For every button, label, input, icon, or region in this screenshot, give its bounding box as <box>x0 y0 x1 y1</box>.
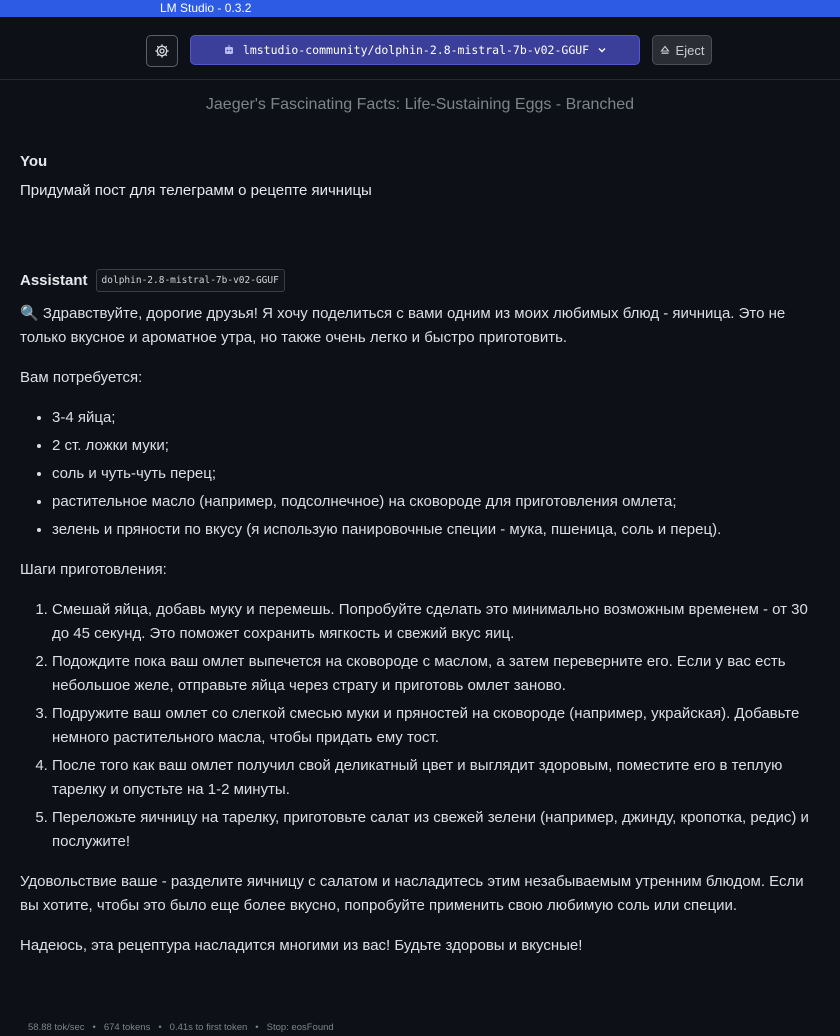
settings-button[interactable] <box>146 35 178 67</box>
steps-heading: Шаги приготовления: <box>20 561 167 578</box>
intro-paragraph: 🔍 Здравствуйте, дорогие друзья! Я хочу поделиться с вами одним из моих любимых блюд - яичница. Это не только вкусное и ароматное утра, но также очень легко и быстро приготовить. <box>20 305 786 346</box>
chevron-down-icon <box>597 45 607 55</box>
list-item: • 3-4 яйца; <box>52 406 820 430</box>
eject-icon <box>660 45 670 55</box>
window-title: LM Studio - 0.3.2 <box>160 1 252 15</box>
list-item: 1. Смешай яйца, добавь муку и перемешь. Попробуйте сделать это минимально возможным временем - от 30 до 45 секунд. Это поможет сохранить мягкость и свежий вкус яиц. <box>52 598 820 646</box>
chat-title: Jaeger's Fascinating Facts: Life-Sustaining Eggs - Branched <box>205 96 635 113</box>
steps-list <box>20 598 820 854</box>
model-selector[interactable] <box>190 35 640 65</box>
list-item: 5. Переложьте яичницу на тарелку, приготовьте салат из свежей зелени (например, джинду, кропотка, редис) и послужите! <box>52 806 820 854</box>
top-toolbar <box>0 17 840 80</box>
eject-button[interactable] <box>652 35 712 65</box>
assistant-message <box>20 269 820 958</box>
user-sender-label: You <box>20 153 48 170</box>
list-item: • 2 ст. ложки муки; <box>52 434 820 458</box>
assistant-sender-label: Assistant <box>20 272 88 289</box>
stat-speed: 58.88 tok/sec <box>28 1022 85 1033</box>
stat-first-token: 0.41s to first token <box>169 1022 248 1033</box>
gear-icon <box>154 43 170 59</box>
stat-stop-reason: Stop: eosFound <box>266 1022 334 1033</box>
user-message-text: Придумай пост для телеграмм о рецепте яичницы <box>20 182 372 199</box>
separator-dot: • <box>158 1022 162 1033</box>
model-tag: dolphin-2.8-mistral-7b-v02-GGUF <box>96 269 285 292</box>
needs-heading: Вам потребуется: <box>20 369 143 386</box>
outro-paragraph-2: Надеюсь, эта рецептура насладится многими из вас! Будьте здоровы и вкусные! <box>20 937 583 954</box>
assistant-header <box>20 269 820 292</box>
separator-dot: • <box>255 1022 259 1033</box>
model-name: lmstudio-community/dolphin-2.8-mistral-7b-v02-GGUF <box>242 43 590 57</box>
list-item: 4. После того как ваш омлет получил свой деликатный цвет и выглядит здоровым, поместите его в теплую тарелку и опустьте на 1-2 минуты. <box>52 754 820 802</box>
assistant-message-content <box>20 302 820 958</box>
stat-tokens: 674 tokens <box>103 1022 151 1033</box>
window-titlebar <box>0 0 840 17</box>
generation-stats <box>28 1022 334 1033</box>
list-item: • соль и чуть-чуть перец; <box>52 462 820 486</box>
user-message <box>20 153 820 201</box>
list-item: • растительное масло (например, подсолнечное) на сковороде для приготовления омлета; <box>52 490 820 514</box>
message-list <box>0 153 840 958</box>
ingredients-list <box>20 406 820 542</box>
outro-paragraph-1: Удовольствие ваше - разделите яичницу с салатом и насладитесь этим незабываемым утренним блюдом. Если вы хотите, чтобы это было еще более вкусно, попробуйте применить свою любимую соль или специи. <box>20 873 804 914</box>
list-item: 3. Подружите ваш омлет со слегкой смесью муки и пряностей на сковороде (например, украйская). Добавьте немного растительного масла, чтобы придать ему тост. <box>52 702 820 750</box>
list-item: 2. Подождите пока ваш омлет выпечется на сковороде с маслом, а затем переверните его. Если у вас есть небольшое желе, отправьте яйца через страту и приготовь омлет заново. <box>52 650 820 698</box>
eject-label: Eject <box>675 42 705 58</box>
robot-icon <box>223 44 235 56</box>
separator-dot: • <box>92 1022 96 1033</box>
list-item: • зелень и пряности по вкусу (я использую панировочные специи - мука, пшеница, соль и перец). <box>52 518 820 542</box>
